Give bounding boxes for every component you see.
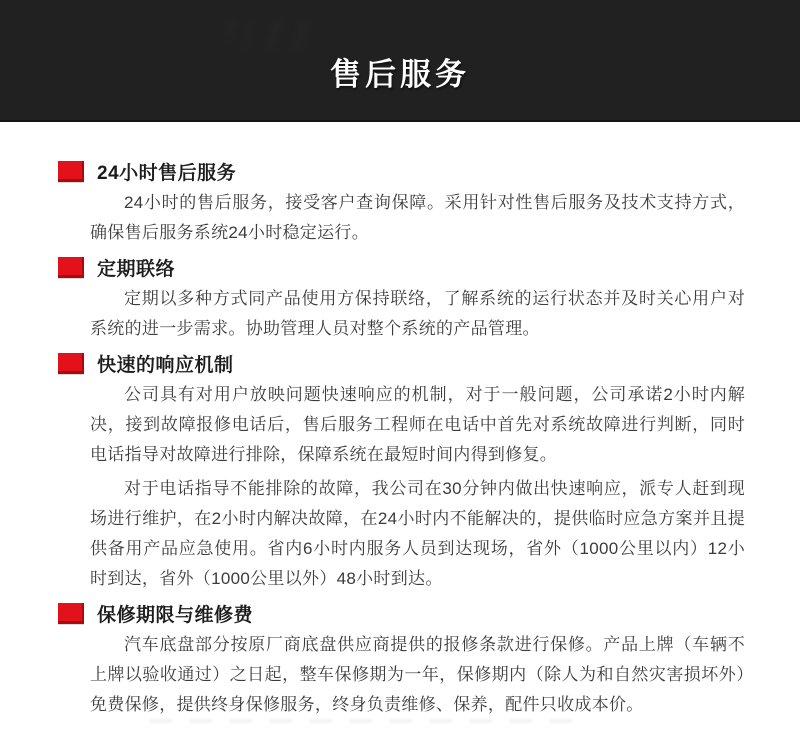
section-heading-label: 快速的响应机制: [97, 354, 234, 376]
red-square-bullet-icon: [58, 353, 84, 374]
service-section: [58, 158, 745, 248]
service-section: [58, 254, 745, 344]
section-heading-row: [58, 350, 745, 376]
section-paragraphs: [58, 188, 745, 248]
section-heading-row: [58, 600, 745, 626]
red-square-bullet-icon: [58, 161, 84, 182]
section-heading-label: 定期联络: [97, 258, 176, 280]
section-paragraphs: [58, 284, 745, 344]
paragraph: 24小时的售后服务，接受客户查询保障。采用针对性售后服务及技术支持方式，确保售后服务系统24小时稳定运行。: [90, 193, 745, 242]
red-square-bullet-icon: [58, 603, 84, 624]
watermark-smudge: [228, 18, 578, 52]
section-heading-row: [58, 254, 745, 280]
section-heading-label: 保修期限与维修费: [97, 604, 254, 626]
paragraph: 公司具有对用户放映问题快速响应的机制，对于一般问题，公司承诺2小时内解决，接到故障报修电话后，售后服务工程师在电话中首先对系统故障进行判断，同时电话指导对故障进行排除，保障系统在最短时间内得到修复。: [90, 385, 745, 464]
section-heading-row: [58, 158, 745, 184]
service-section: [58, 350, 745, 594]
paragraph: 定期以多种方式同产品使用方保持联络，了解系统的运行状态并及时关心用户对系统的进一步需求。协助管理人员对整个系统的产品管理。: [90, 289, 745, 338]
service-section: [58, 600, 745, 720]
red-square-bullet-icon: [58, 257, 84, 278]
paragraph: 汽车底盘部分按原厂商底盘供应商提供的报修条款进行保修。产品上牌（车辆不上牌以验收通过）之日起，整车保修期为一年，保修期内（除人为和自然灾害损坏外）免费保修，提供终身保修服务，终身负责维修、保养，配件只收成本价。: [90, 635, 745, 714]
section-paragraphs: [58, 630, 745, 720]
content-area: [0, 122, 800, 720]
page-title: 售后服务: [330, 56, 470, 92]
faint-watermark-remnant: [150, 719, 580, 723]
header-banner: [0, 0, 800, 122]
section-paragraphs: [58, 380, 745, 594]
paragraph: 对于电话指导不能排除的故障，我公司在30分钟内做出快速响应，派专人赶到现场进行维护，在2小时内解决故障，在24小时内不能解决的，提供临时应急方案并且提供备用产品应急使用。省内6小时内服务人员到达现场，省外（1000公里以内）12小时到达，省外（1000公里以外）48小时到达。: [90, 479, 745, 588]
section-heading-label: 24小时售后服务: [97, 162, 237, 184]
